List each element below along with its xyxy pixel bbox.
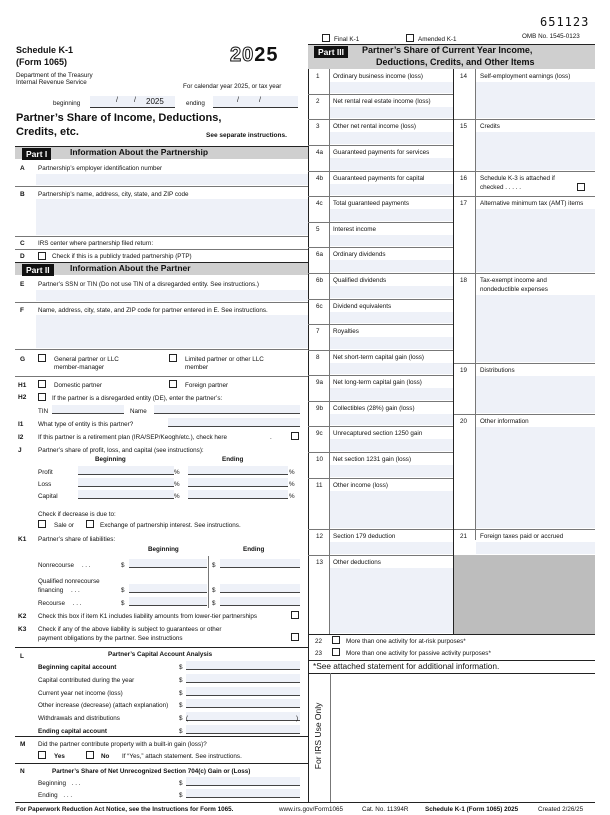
line-1-label: Ordinary business income (loss)	[333, 73, 423, 80]
partnership-ein-field[interactable]	[36, 174, 308, 185]
line-19-label: Distributions	[480, 367, 515, 374]
rule-a	[15, 186, 308, 187]
line-17-field[interactable]	[476, 209, 595, 272]
line-16-num: 16	[460, 175, 468, 182]
dollar-sign: $	[179, 728, 183, 735]
h2-name-field[interactable]	[154, 405, 300, 414]
line-2-label: Net rental real estate income (loss)	[333, 98, 431, 105]
capital-row-label: Withdrawals and distributions	[38, 715, 120, 723]
k1-qnr-end-field[interactable]	[220, 584, 300, 593]
part2-badge: Part II	[22, 264, 54, 276]
line-6c-label: Dividend equivalents	[333, 303, 392, 310]
n-end-dots: . . .	[63, 792, 73, 799]
begin-date-slash2: /	[134, 97, 136, 104]
tax-year	[230, 44, 279, 67]
capital-row-field[interactable]	[186, 699, 300, 708]
footer-created: Created 2/26/25	[538, 806, 584, 813]
foreign-partner-checkbox[interactable]	[169, 380, 177, 388]
line-b-label: Partnership’s name, address, city, state, and ZIP code	[38, 191, 189, 198]
percent-sign: %	[174, 469, 180, 476]
letter-c: C	[20, 240, 25, 247]
part3-title-line1: Partner’s Share of Current Year Income,	[362, 45, 533, 55]
letter-i2: I2	[18, 434, 24, 441]
domestic-partner-checkbox[interactable]	[38, 380, 46, 388]
line-9a-field[interactable]	[330, 388, 453, 400]
letter-h2: H2	[18, 394, 27, 401]
guarantee-checkbox[interactable]	[291, 633, 299, 641]
line-22-num: 22	[315, 638, 323, 645]
line-9a-label: Net long-term capital gain (loss)	[333, 379, 422, 386]
letter-a: A	[20, 165, 25, 172]
line-6c-field[interactable]	[330, 312, 453, 323]
h2-tin-field[interactable]	[52, 405, 124, 414]
end-date-slash2: /	[259, 97, 261, 104]
j-end-field[interactable]	[188, 490, 288, 499]
k1-column-divider	[208, 556, 209, 608]
letter-m: M	[20, 741, 26, 748]
j-decrease-label: Check if decrease is due to:	[38, 511, 116, 518]
line-2-num: 2	[316, 98, 320, 105]
schedule-title: Schedule K-1	[16, 45, 74, 55]
k1-nonrecourse-dots: . . .	[81, 562, 91, 569]
begin-date-field[interactable]	[90, 96, 175, 108]
k1-qnr-begin-field[interactable]	[129, 584, 207, 593]
k1-recourse-dots: . . .	[72, 600, 82, 607]
line-8-num: 8	[316, 354, 320, 361]
k1-nonrecourse-begin-dollar: $	[121, 562, 125, 569]
line-21-field[interactable]	[476, 542, 595, 554]
entity-type-field[interactable]	[168, 418, 300, 427]
k1-nonrecourse-end-field[interactable]	[220, 559, 300, 568]
k1-begin-header: Beginning	[148, 546, 179, 553]
line-13-label: Other deductions	[333, 559, 381, 566]
line-k3-label1: Check if any of the above liability is subject to guarantees or other	[38, 626, 222, 633]
line-j-label: Partner’s share of profit, loss, and capital (see instructions):	[38, 447, 204, 454]
line-11-num: 11	[316, 482, 323, 489]
dollar-sign: $	[179, 702, 183, 710]
capital-row-label: Beginning capital account	[38, 664, 117, 671]
letter-k3: K3	[18, 626, 27, 633]
letter-h1: H1	[18, 382, 27, 389]
line-17-label: Alternative minimum tax (AMT) items	[480, 200, 584, 207]
line-10-num: 10	[316, 456, 324, 463]
line-7-num: 7	[316, 328, 320, 335]
line-14-field[interactable]	[476, 82, 595, 118]
form-title-line1: Partner’s Share of Income, Deductions,	[16, 112, 222, 124]
center-divider	[308, 44, 309, 802]
line-4b-field[interactable]	[330, 184, 453, 195]
line-16-label: Schedule K-3 is attached if	[480, 175, 555, 182]
line-9c-label: Unrecaptured section 1250 gain	[333, 430, 423, 437]
line-6a-field[interactable]	[330, 260, 453, 272]
j-begin-field[interactable]	[78, 466, 174, 475]
limited-partner-checkbox[interactable]	[169, 354, 177, 362]
rule-g	[15, 376, 308, 377]
letter-n: N	[20, 768, 25, 775]
line-20-num: 20	[460, 418, 468, 425]
m-yes-checkbox[interactable]	[38, 751, 46, 759]
line-9b-field[interactable]	[330, 414, 453, 425]
letter-k2: K2	[18, 613, 27, 620]
limited-partner-label1: Limited partner or other LLC	[185, 356, 264, 363]
n-begin-label	[38, 780, 81, 787]
line-4a-label: Guaranteed payments for services	[333, 149, 430, 156]
form-code: 651123	[540, 15, 590, 29]
line-21-num: 21	[460, 533, 468, 540]
part1-title: Information About the Partnership	[70, 147, 209, 157]
line-4c-field[interactable]	[330, 209, 453, 221]
tax-year-suffix: 25	[254, 44, 279, 66]
amended-k1-label: Amended K-1	[418, 36, 457, 43]
line-6a-num: 6a	[316, 251, 324, 258]
line-11-field[interactable]	[330, 491, 453, 528]
capital-row-field[interactable]	[186, 661, 300, 670]
line-4c-label: Total guaranteed payments	[333, 200, 409, 207]
end-date-field[interactable]	[213, 96, 298, 108]
n-begin-dots: . . .	[71, 780, 81, 787]
limited-partner-label2: member	[185, 364, 209, 371]
letter-f: F	[20, 307, 24, 314]
form-title-line2: Credits, etc.	[16, 126, 79, 138]
letter-k1: K1	[18, 536, 27, 543]
n-end-text: Ending	[38, 792, 58, 799]
footer-form-id: Schedule K-1 (Form 1065) 2025	[425, 806, 519, 813]
letter-b: B	[20, 191, 25, 198]
part3-mid-divider	[453, 69, 454, 634]
line-20-field[interactable]	[476, 427, 595, 528]
dollar-sign: $	[179, 676, 183, 684]
capital-row-field[interactable]	[186, 674, 300, 683]
line-4a-num: 4a	[316, 149, 324, 156]
line-12-field[interactable]	[330, 542, 453, 554]
h2-tin-label: TIN	[38, 408, 49, 415]
ptp-checkbox[interactable]	[38, 252, 46, 260]
dollar-sign: $	[179, 715, 183, 723]
n-begin-field[interactable]	[186, 777, 300, 786]
line-4b-num: 4b	[316, 175, 324, 182]
disregarded-entity-checkbox[interactable]	[38, 393, 46, 401]
irs-use-divider	[330, 673, 331, 802]
j-row-label: Profit	[38, 469, 53, 476]
line-5-field[interactable]	[330, 235, 453, 246]
form-number: (Form 1065)	[16, 57, 68, 67]
percent-sign: %	[289, 493, 295, 500]
rule-c	[15, 249, 308, 250]
begin-date-slash1: /	[116, 97, 118, 104]
line-9b-label: Collectibles (28%) gain (loss)	[333, 405, 415, 412]
line-10-field[interactable]	[330, 465, 453, 477]
n-end-dollar: $	[179, 792, 183, 799]
capital-row-field[interactable]	[186, 687, 300, 696]
line-15-field[interactable]	[476, 132, 595, 170]
capital-row-label: Current year net income (loss)	[38, 689, 123, 697]
h2-name-label: Name	[130, 408, 147, 415]
line-11-label: Other income (loss)	[333, 482, 388, 489]
k1-nonrecourse-begin-field[interactable]	[129, 559, 207, 568]
dollar-sign: $	[179, 689, 183, 697]
line-c-label: IRS center where partnership filed return:	[38, 240, 154, 247]
j-row-label: Capital	[38, 493, 58, 500]
line-21-label: Foreign taxes paid or accrued	[480, 533, 564, 540]
i2-dots: .	[270, 434, 272, 441]
omb-number: OMB No. 1545-0123	[522, 33, 580, 40]
line-9a-num: 9a	[316, 379, 324, 386]
line-6b-label: Qualified dividends	[333, 277, 387, 284]
line-16-label2: checked . . . . .	[480, 184, 521, 191]
dept-line1: Department of the Treasury	[16, 72, 93, 79]
open-paren: (	[186, 715, 189, 723]
schedule-k3-checkbox[interactable]	[577, 183, 585, 191]
footer-url: www.irs.gov/Form1065	[279, 806, 344, 813]
line-3-num: 3	[316, 123, 320, 130]
m-yes-label: Yes	[54, 753, 65, 760]
line-k3-label2: payment obligations by the partner. See instructions	[38, 635, 183, 642]
rule-b	[15, 236, 308, 237]
part3-title-line2: Deductions, Credits, and Other Items	[376, 57, 535, 67]
m-no-label: No	[101, 753, 110, 760]
irs-use-only-label: For IRS Use Only	[313, 702, 324, 770]
line-18-label: Tax-exempt income and	[480, 277, 547, 284]
n-end-label	[38, 792, 72, 799]
line-a-label: Partnership’s employer identification number	[38, 165, 163, 172]
line-18-field[interactable]	[476, 295, 595, 362]
line-i1-label: What type of entity is this partner?	[38, 421, 134, 428]
line-1-num: 1	[316, 73, 320, 80]
percent-sign: %	[174, 481, 180, 488]
close-paren: )	[296, 715, 299, 723]
line-23-label: More than one activity for passive activity purposes*	[346, 650, 491, 657]
line-23-checkbox[interactable]	[332, 648, 340, 656]
line-6b-field[interactable]	[330, 286, 453, 298]
j-begin-header: Beginning	[95, 456, 126, 463]
begin-date-year: 2025	[146, 97, 164, 106]
dollar-sign: $	[179, 664, 183, 671]
percent-sign: %	[289, 469, 295, 476]
part3-badge: Part III	[314, 46, 348, 58]
letter-l: L	[20, 653, 24, 660]
partner-address-field[interactable]	[36, 315, 308, 348]
l-title: Partner’s Capital Account Analysis	[108, 651, 213, 658]
footer-notice: For Paperwork Reduction Act Notice, see the Instructions for Form 1065.	[16, 806, 234, 813]
see-attached-statement: *See attached statement for additional information.	[313, 661, 500, 671]
line-7-field[interactable]	[330, 337, 453, 349]
line-4b-label: Guaranteed payments for capital	[333, 175, 425, 182]
rule-f	[15, 349, 308, 350]
k1-recourse-begin-field[interactable]	[129, 597, 207, 606]
k1-end-header: Ending	[243, 546, 265, 553]
line-18-num: 18	[460, 277, 468, 284]
lower-tier-checkbox[interactable]	[291, 611, 299, 619]
capital-row-label: Other increase (decrease) (attach explanation)	[38, 702, 169, 710]
rule-22-top	[308, 634, 595, 635]
line-1-field[interactable]	[330, 82, 453, 93]
line-k1-label: Partner’s share of liabilities:	[38, 536, 116, 543]
j-begin-field[interactable]	[78, 478, 174, 487]
exchange-label: Exchange of partnership interest. See instructions.	[100, 522, 241, 529]
j-end-header: Ending	[222, 456, 244, 463]
capital-row-label: Ending capital account	[38, 728, 107, 735]
line-6b-num: 6b	[316, 277, 324, 284]
k1-qnr-dots: . . .	[70, 587, 80, 594]
letter-g: G	[20, 356, 26, 363]
partner-tin-field[interactable]	[36, 290, 308, 301]
line-21-gray-area	[454, 555, 595, 634]
line-22-label: More than one activity for at-risk purposes*	[346, 638, 466, 645]
line-19-field[interactable]	[476, 376, 595, 413]
rule-e	[15, 302, 308, 303]
footer-rule	[15, 802, 595, 803]
line-6c-num: 6c	[316, 303, 323, 310]
calendar-year-text: For calendar year 2025, or tax year	[183, 83, 282, 90]
k1-qnr-text: financing	[38, 587, 64, 594]
line-12-num: 12	[316, 533, 324, 540]
letter-d: D	[20, 253, 25, 260]
ending-label: ending	[186, 100, 205, 107]
rule-n-top	[15, 763, 308, 764]
line-5-num: 5	[316, 226, 320, 233]
beginning-label: beginning	[53, 100, 81, 107]
j-end-field[interactable]	[188, 478, 288, 487]
see-instructions: See separate instructions.	[206, 132, 287, 139]
k1-recourse-label	[38, 600, 81, 607]
k1-recourse-end-dollar: $	[212, 600, 216, 607]
line-23-num: 23	[315, 650, 323, 657]
part3-num-divider-left	[329, 69, 330, 634]
line-13-num: 13	[316, 559, 324, 566]
part2-title: Information About the Partner	[70, 263, 191, 273]
line-8-label: Net short-term capital gain (loss)	[333, 354, 424, 361]
line-5-label: Interest income	[333, 226, 377, 233]
line-22-checkbox[interactable]	[332, 636, 340, 644]
general-partner-label1: General partner or LLC	[54, 356, 119, 363]
k1-recourse-begin-dollar: $	[121, 600, 125, 607]
line-7-label: Royalties	[333, 328, 359, 335]
exchange-checkbox[interactable]	[86, 520, 94, 528]
line-8-field[interactable]	[330, 363, 453, 374]
end-date-slash1: /	[237, 97, 239, 104]
k1-qnr-begin-dollar: $	[121, 587, 125, 594]
line-14-num: 14	[460, 73, 468, 80]
line-m-label: Did the partner contribute property with a built-in gain (loss)?	[38, 741, 207, 748]
line-10-label: Net section 1231 gain (loss)	[333, 456, 412, 463]
rule-m-top	[15, 736, 308, 737]
line-15-label: Credits	[480, 123, 500, 130]
line-9b-num: 9b	[316, 405, 324, 412]
letter-e: E	[20, 281, 25, 288]
percent-sign: %	[289, 481, 295, 488]
rule-l-top	[15, 647, 308, 648]
partnership-address-field[interactable]	[36, 199, 308, 235]
j-end-field[interactable]	[188, 466, 288, 475]
tax-year-prefix: 20	[230, 44, 255, 66]
m-note: If “Yes,” attach statement. See instructions.	[122, 753, 242, 760]
line-f-label: Name, address, city, state, and ZIP code for partner entered in E. See instructions.	[38, 307, 268, 314]
line-19-num: 19	[460, 367, 468, 374]
foreign-partner-label: Foreign partner	[185, 382, 229, 389]
line-3-field[interactable]	[330, 132, 453, 144]
line-9c-num: 9c	[316, 430, 323, 437]
general-partner-checkbox[interactable]	[38, 354, 46, 362]
m-no-checkbox[interactable]	[86, 751, 94, 759]
line-4a-field[interactable]	[330, 158, 453, 170]
line-3-label: Other net rental income (loss)	[333, 123, 416, 130]
line-13-field[interactable]	[330, 568, 453, 633]
letter-j: J	[18, 447, 22, 454]
n-begin-dollar: $	[179, 780, 183, 787]
general-partner-label2: member-manager	[54, 364, 105, 371]
line-9c-field[interactable]	[330, 439, 453, 451]
line-e-label: Partner’s SSN or TIN (Do not use TIN of a disregarded entity. See instructions.)	[38, 281, 259, 288]
line-18-label2: nondeductible expenses	[480, 286, 548, 293]
line-6a-label: Ordinary dividends	[333, 251, 386, 258]
k1-nonrecourse-text: Nonrecourse	[38, 562, 75, 569]
line-h2-label: If the partner is a disregarded entity (DE), enter the partner’s:	[52, 395, 223, 402]
line-14-label: Self-employment earnings (loss)	[480, 73, 571, 80]
part1-badge: Part I	[22, 148, 51, 160]
sale-checkbox[interactable]	[38, 520, 46, 528]
capital-row-field[interactable]	[186, 712, 300, 721]
rule-attach-bottom	[308, 673, 595, 674]
n-begin-text: Beginning	[38, 780, 67, 787]
k1-qnr-label2	[38, 587, 80, 594]
k1-recourse-text: Recourse	[38, 600, 65, 607]
percent-sign: %	[174, 493, 180, 500]
domestic-partner-label: Domestic partner	[54, 382, 102, 389]
j-begin-field[interactable]	[78, 490, 174, 499]
capital-row-field[interactable]	[186, 725, 300, 734]
letter-i1: I1	[18, 421, 24, 428]
dept-line2: Internal Revenue Service	[16, 79, 87, 86]
sale-label: Sale or	[54, 522, 74, 529]
retirement-plan-checkbox[interactable]	[291, 432, 299, 440]
part3-num-divider-right	[475, 69, 476, 540]
j-row-label: Loss	[38, 481, 52, 488]
n-end-field[interactable]	[186, 789, 300, 798]
k1-qnr-label1: Qualified nonrecourse	[38, 578, 100, 585]
k1-nonrecourse-label	[38, 562, 91, 569]
k1-qnr-end-dollar: $	[212, 587, 216, 594]
line-17-num: 17	[460, 200, 468, 207]
line-15-num: 15	[460, 123, 468, 130]
line-i2-label: If this partner is a retirement plan (IRA/SEP/Keogh/etc.), check here	[38, 434, 227, 441]
amended-k1-checkbox[interactable]	[406, 34, 414, 42]
k1-nonrecourse-end-dollar: $	[212, 562, 216, 569]
line-4c-num: 4c	[316, 200, 323, 207]
footer-cat: Cat. No. 11394R	[362, 806, 409, 813]
line-2-field[interactable]	[330, 107, 453, 118]
line-12-label: Section 179 deduction	[333, 533, 396, 540]
final-k1-label: Final K-1	[334, 36, 360, 43]
capital-row-label: Capital contributed during the year	[38, 676, 135, 684]
line-d-label: Check if this is a publicly traded partnership (PTP)	[52, 253, 192, 260]
line-k2-label: Check this box if item K1 includes liability amounts from lower-tier partnerships	[38, 613, 258, 620]
n-title: Partner’s Share of Net Unrecognized Section 704(c) Gain or (Loss)	[52, 768, 251, 775]
line-20-label: Other information	[480, 418, 529, 425]
final-k1-checkbox[interactable]	[322, 34, 330, 42]
k1-recourse-end-field[interactable]	[220, 597, 300, 606]
